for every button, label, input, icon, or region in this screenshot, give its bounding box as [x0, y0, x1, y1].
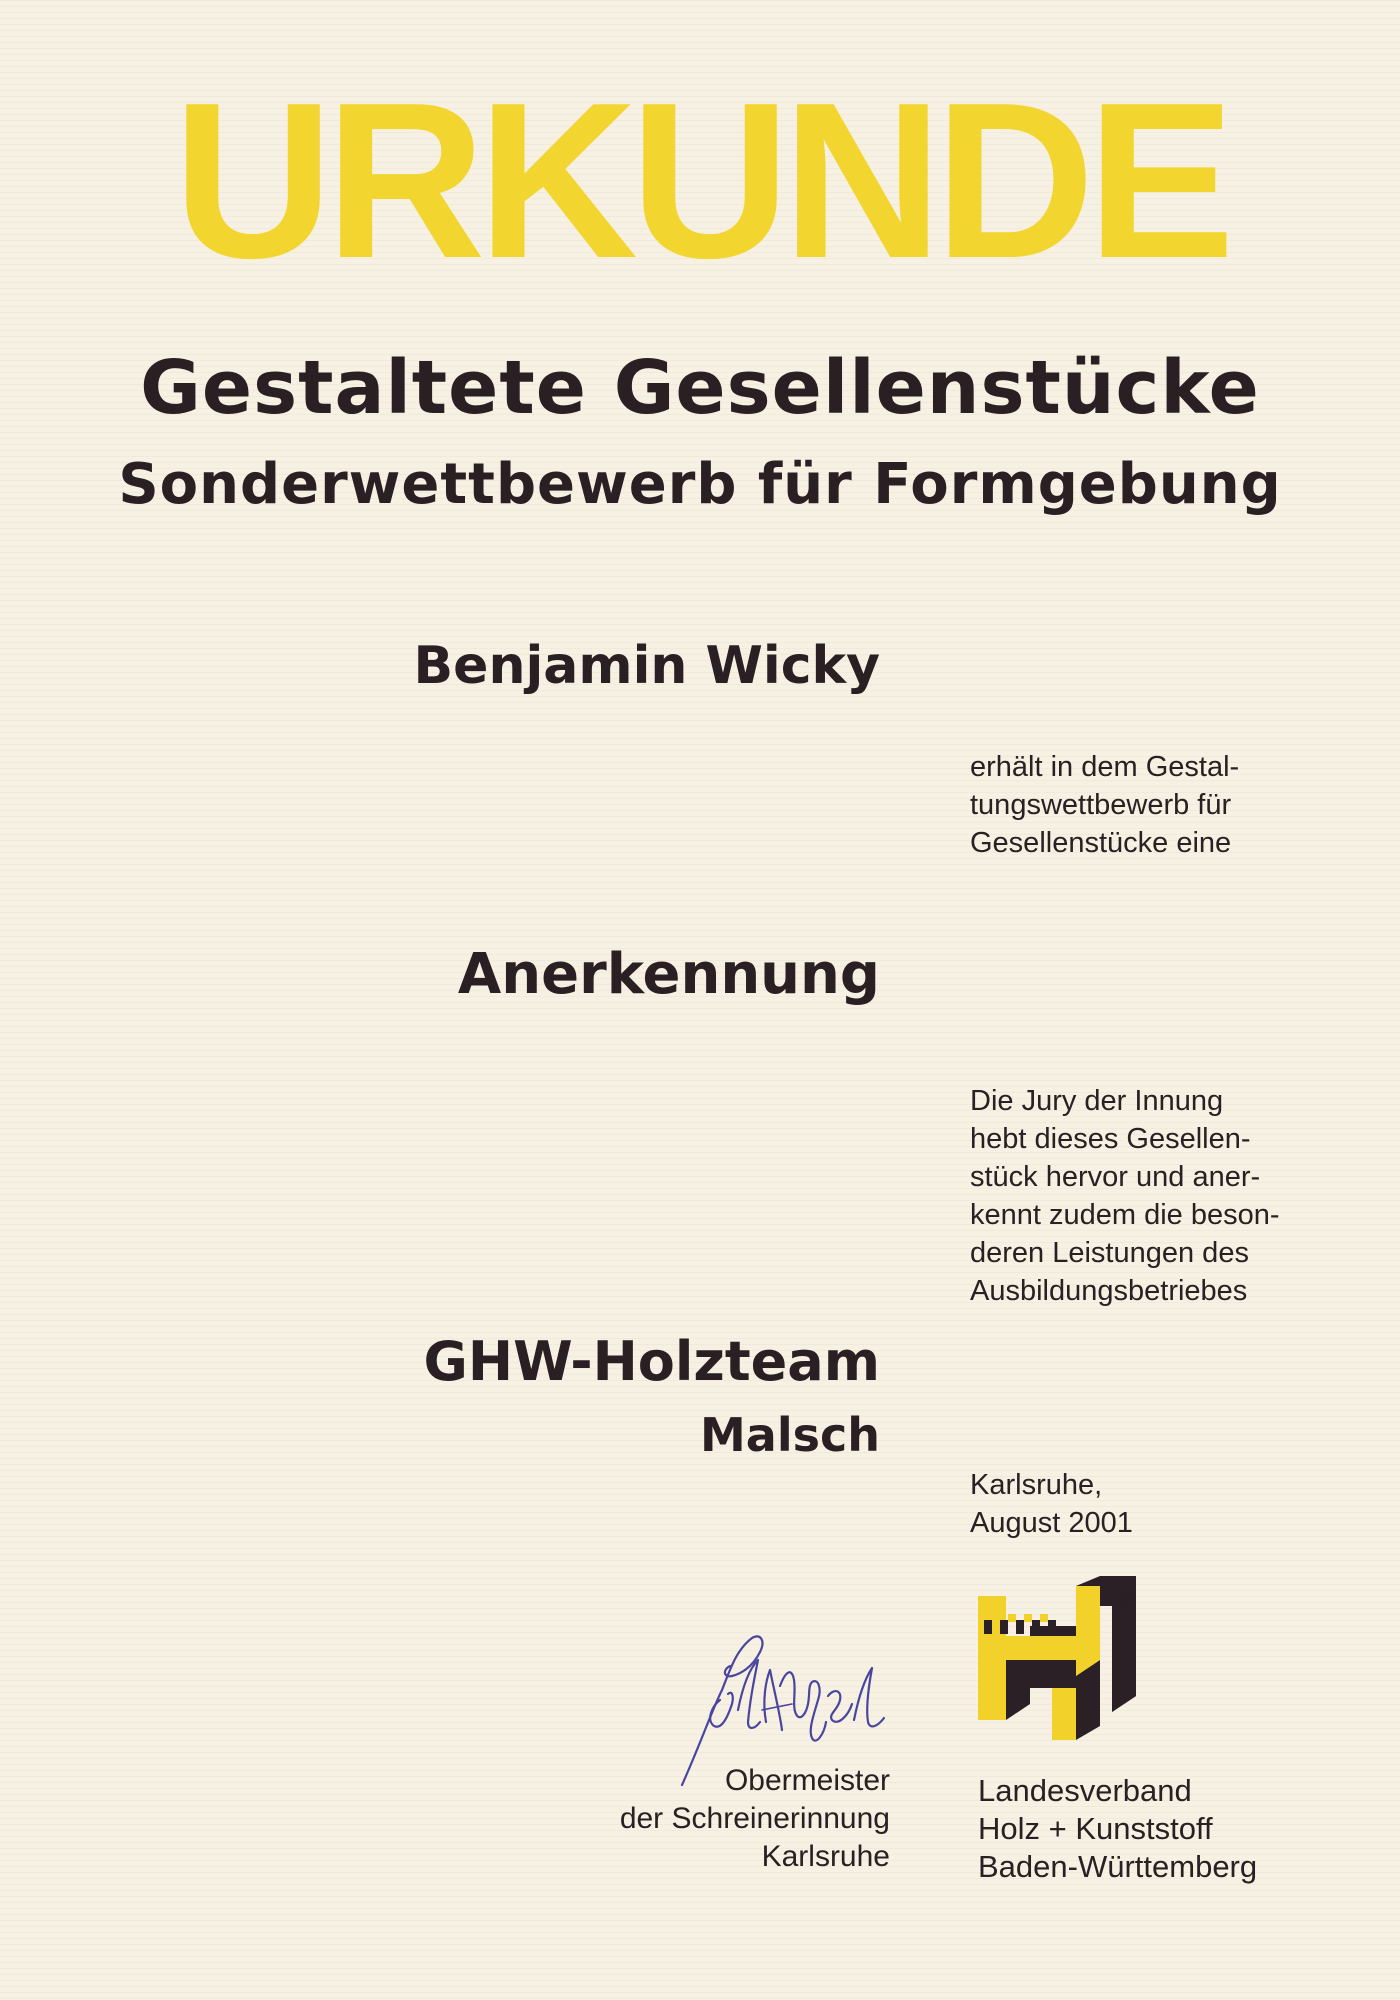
organization-line: Holz + Kunststoff: [978, 1811, 1213, 1846]
jury-line: stück hervor und aner-: [970, 1161, 1261, 1193]
certificate-title: URKUNDE: [173, 57, 1227, 305]
heading-line-2: Sonderwettbewerb für Formgebung: [118, 452, 1282, 517]
intro-line: erhält in dem Gestal-: [970, 751, 1240, 783]
place-date: [970, 1466, 1133, 1542]
company-city: Malsch: [700, 1408, 880, 1462]
jury-line: Ausbildungsbetriebes: [970, 1275, 1248, 1307]
organization-line: Baden-Württemberg: [978, 1849, 1258, 1884]
jury-line: kennt zudem die beson-: [970, 1199, 1280, 1231]
signatory-title: [620, 1762, 890, 1876]
intro-text: [970, 748, 1239, 862]
place-line: Karlsruhe,: [970, 1469, 1103, 1501]
intro-line: tungswettbewerb für: [970, 789, 1232, 821]
jury-line: hebt dieses Gesellen-: [970, 1123, 1251, 1155]
jury-text: [970, 1082, 1280, 1310]
signatory-line: Obermeister: [724, 1764, 890, 1797]
date-line: August 2001: [970, 1507, 1133, 1539]
intro-line: Gesellenstücke eine: [970, 827, 1232, 859]
recipient-name: Benjamin Wicky: [413, 636, 880, 696]
organization-name: [978, 1772, 1257, 1886]
registered-mark: ®: [1118, 1586, 1135, 1611]
company-name: GHW-Holzteam: [423, 1330, 880, 1393]
organization-line: Landesverband: [978, 1773, 1192, 1808]
heading-line-1: Gestaltete Gesellenstücke: [140, 345, 1260, 431]
award-title: Anerkennung: [457, 942, 880, 1007]
signatory-line: der Schreinerinnung: [619, 1802, 890, 1835]
jury-line: deren Leistungen des: [970, 1237, 1249, 1269]
jury-line: Die Jury der Innung: [970, 1085, 1224, 1117]
signatory-line: Karlsruhe: [761, 1840, 890, 1873]
